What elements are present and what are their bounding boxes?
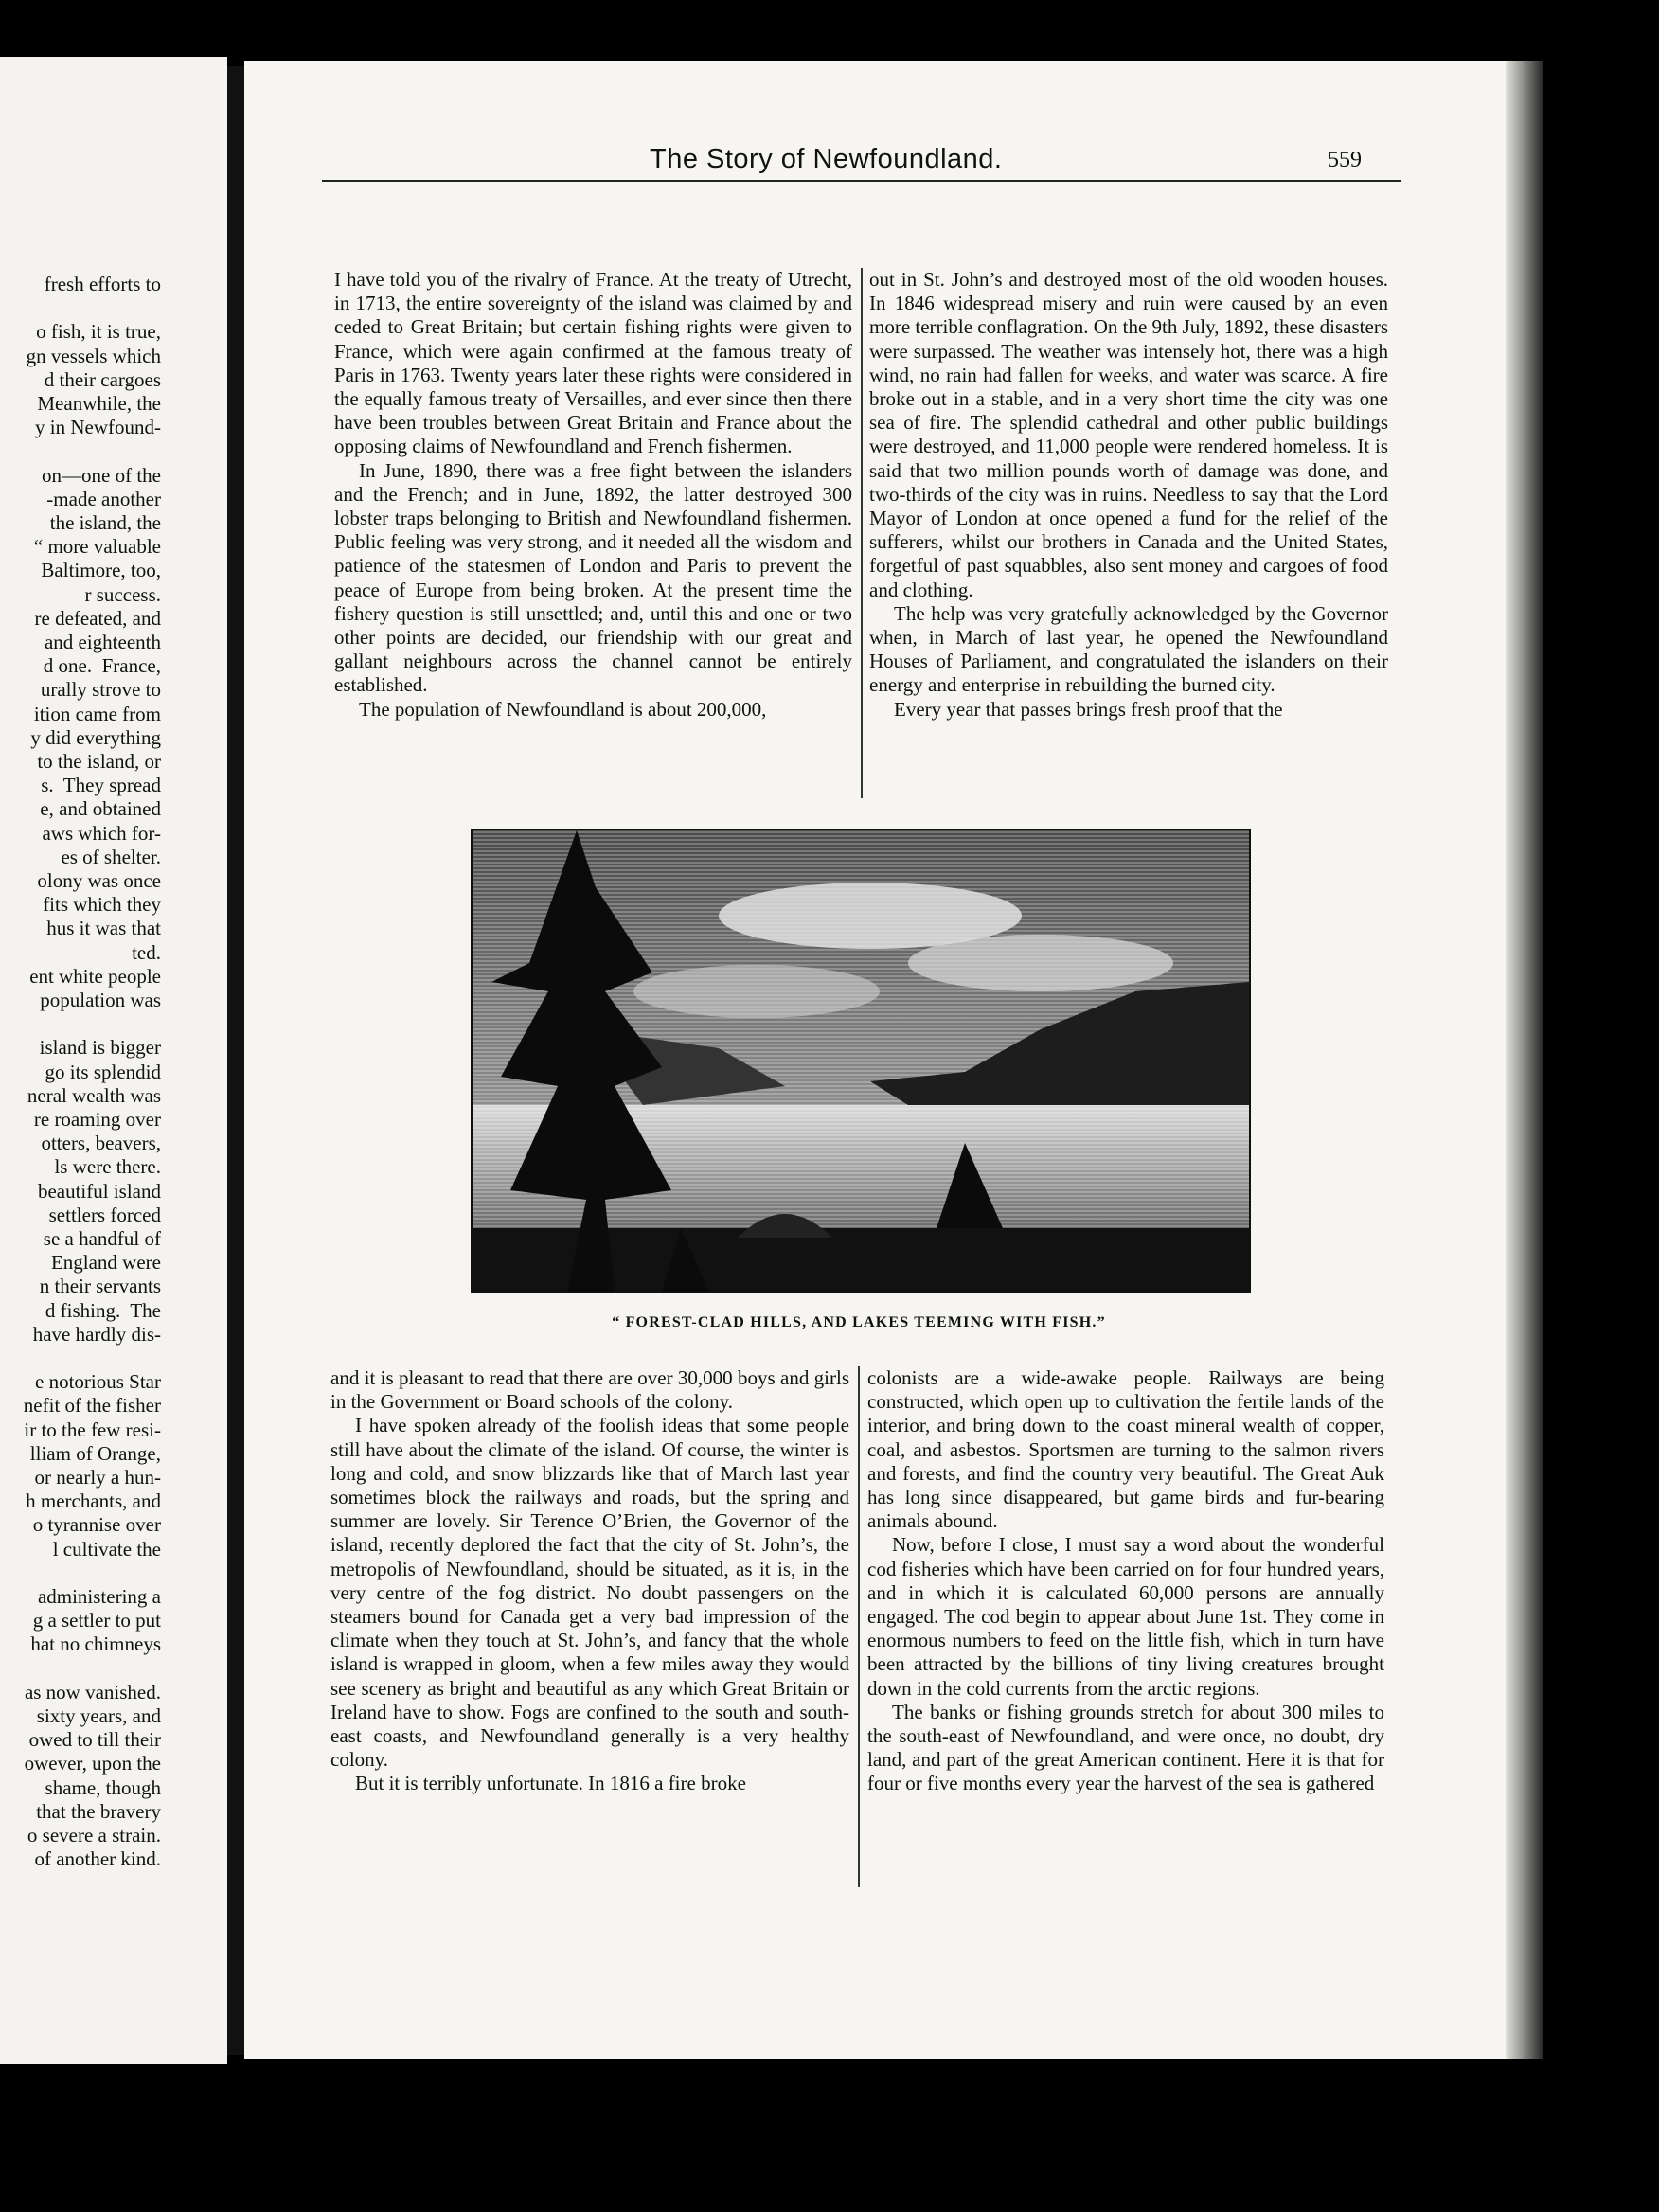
book-gutter xyxy=(227,66,244,2055)
facing-page-line: h merchants, and xyxy=(26,1490,161,1513)
column-rule xyxy=(858,1366,860,1887)
facing-page-line: and eighteenth xyxy=(44,631,161,653)
facing-page-line: that the bravery xyxy=(36,1799,161,1823)
facing-page-line: otters, beavers, xyxy=(41,1132,161,1155)
facing-page-line: the island, the xyxy=(49,511,161,534)
bottom-left-column xyxy=(330,1366,849,1796)
facing-page-line: of another kind. xyxy=(34,1847,161,1871)
paragraph: colonists are a wide-awake people. Railways are being constructed, which open up to cultivation the fertile lands of the interior, and bring down to the coast mineral wealth of copper, coal, and asbestos. Sportsmen are turning to the salmon rivers and forests, and find the country very beautiful. The Great Auk has long since disappeared, but game birds and fur-bearing animals abound. xyxy=(867,1366,1384,1533)
facing-page-line: urally strove to xyxy=(40,678,161,702)
column-rule xyxy=(861,268,863,798)
facing-page-line: g a settler to put xyxy=(32,1609,161,1632)
header-rule xyxy=(322,180,1401,182)
paragraph: Every year that passes brings fresh proof that the xyxy=(894,697,1283,721)
facing-page-line: d fishing. The xyxy=(45,1298,161,1322)
paragraph: and it is pleasant to read that there are over 30,000 boys and girls in the Government or Board schools of the colony. xyxy=(330,1366,849,1414)
paragraph: I have told you of the rivalry of France. At the treaty of Utrecht, in 1713, the entire sovereignty of the island was claimed by and ceded to Great Britain; but certain fishing rights were given to France, which were again confirmed at the famous treaty of Paris in 1763. Twenty years later these rights were considered in the equally famous treaty of Versailles, and ever since then there have been troubles between Great Britain and France about the opposing claims of Newfoundland and French fishermen. xyxy=(334,268,852,458)
facing-page-line: owed to till their xyxy=(28,1728,161,1752)
facing-page-line: d one. France, xyxy=(43,654,161,678)
running-header xyxy=(244,144,1506,182)
page-edge xyxy=(1506,61,1543,2059)
facing-page-line: d their cargoes xyxy=(44,367,161,391)
facing-page-line: population was xyxy=(40,989,161,1011)
facing-page-line: Baltimore, too, xyxy=(41,559,161,582)
facing-page-line: lliam of Orange, xyxy=(29,1441,161,1465)
facing-page-fragment xyxy=(0,57,227,2064)
paragraph: Now, before I close, I must say a word about the wonderful cod fisheries which have been carried on for four hundred years, and in which it is calculated 60,000 persons are annually engaged. The cod begin to appear about June 1st. They come in enormous numbers to feed on the little fish, which in turn have been attracted by the billions of tiny living creatures brought down in the cold currents from the arctic regions. xyxy=(867,1533,1384,1700)
paragraph: The banks or fishing grounds stretch for about 300 miles to the south-east of Newfoundland, and were once, no doubt, dry land, and part of the great American continent. Here it is that for four or five months every year the harvest of the sea is gathered xyxy=(867,1700,1384,1795)
facing-page-line: o severe a strain. xyxy=(27,1824,161,1846)
facing-page-line: se a handful of xyxy=(43,1227,161,1250)
facing-page-line: to the island, or xyxy=(37,750,161,773)
facing-page-line: go its splendid xyxy=(45,1060,161,1083)
facing-page-line: neral wealth was xyxy=(27,1083,161,1107)
facing-page-line: y did everything xyxy=(30,725,161,749)
facing-page-line: re defeated, and xyxy=(34,606,161,630)
running-title: The Story of Newfoundland. xyxy=(650,144,1003,174)
facing-page-line: olony was once xyxy=(37,869,161,892)
facing-page-line: o fish, it is true, xyxy=(36,320,161,344)
facing-page-line: aws which for- xyxy=(42,821,161,845)
facing-page-line: ted. xyxy=(132,940,161,964)
facing-page-line: settlers forced xyxy=(48,1203,161,1226)
facing-page-line: shame, though xyxy=(45,1775,161,1799)
facing-page-line: as now vanished. xyxy=(24,1680,161,1704)
facing-page-line: sixty years, and xyxy=(36,1704,161,1727)
facing-page-line: Meanwhile, the xyxy=(37,392,161,415)
facing-page-line: e notorious Star xyxy=(35,1370,161,1394)
facing-page-line: ir to the few resi- xyxy=(24,1418,161,1441)
facing-page-line: island is bigger xyxy=(39,1036,161,1060)
facing-page-line: hus it was that xyxy=(46,917,161,940)
facing-page-line: beautiful island xyxy=(37,1179,161,1203)
paragraph: I have spoken already of the foolish ideas that some people still have about the climate of the island. Of course, the winter is long and cold, and snow blizzards like that of March last year sometimes block the railways and roads, but the spring and summer are lovely. Sir Terence O’Brien, the Governor of the island, recently deplored the fact that the city of St. John’s, the metropolis of Newfoundland, should be situated, as it is, in the very centre of the fog district. No doubt passengers on the steamers bound for Canada get a very bad impression of the climate when they touch at St. John’s, and fancy that the whole island is wrapped in gloom, when a few miles away they would see scenery as bright and beautiful as any which Great Britain or Ireland have to show. Fogs are confined to the south and south-east coasts, and Newfoundland generally is a very healthy colony. xyxy=(330,1414,849,1772)
facing-page-line: es of shelter. xyxy=(61,845,161,868)
top-left-column xyxy=(334,268,852,722)
facing-page-line: r success. xyxy=(84,582,161,606)
facing-page-line: administering a xyxy=(37,1585,161,1608)
facing-page-line: England were xyxy=(50,1251,161,1275)
facing-page-line: “ more valuable xyxy=(33,535,161,559)
facing-page-line: gn vessels which xyxy=(26,344,161,367)
facing-page-line: y in Newfound- xyxy=(35,416,161,439)
facing-page-line: o tyrannise over xyxy=(32,1513,161,1537)
paragraph: The population of Newfoundland is about 200,000, xyxy=(359,697,767,721)
facing-page-line: re roaming over xyxy=(33,1108,161,1131)
facing-page-line: -made another xyxy=(46,487,161,510)
facing-page-line: fresh efforts to xyxy=(44,273,161,295)
facing-page-line: e, and obtained xyxy=(40,797,161,821)
facing-page-line: s. They spread xyxy=(41,774,161,797)
paragraph: But it is terribly unfortunate. In 1816 a fire broke xyxy=(355,1772,746,1795)
illustration-caption: “ FOREST-CLAD HILLS, AND LAKES TEEMING WITH FISH.” xyxy=(612,1314,1106,1330)
facing-page-line: hat no chimneys xyxy=(30,1632,161,1656)
paragraph: out in St. John’s and destroyed most of the old wooden houses. In 1846 widespread misery and ruin were caused by an even more terrible conflagration. On the 9th July, 1892, these disasters were surpassed. The weather was intensely hot, there was a high wind, no rain had fallen for weeks, and water was scarce. A fire broke out in a stable, and in a very short time the city was one sea of fire. The splendid cathedral and other public buildings were destroyed, and 11,000 people were rendered homeless. It is said that two million pounds worth of damage was done, and two-thirds of the city was in ruins. Needless to say that the Lord Mayor of London at once opened a fund for the relief of the sufferers, whilst our brothers in Canada and the United States, forgetful of past squabbles, also sent money and cargoes of food and clothing. xyxy=(869,268,1388,601)
facing-page-line: n their servants xyxy=(39,1275,161,1298)
facing-page-line: or nearly a hun- xyxy=(34,1466,161,1489)
facing-page-line: l cultivate the xyxy=(52,1537,161,1561)
facing-page-line: ls were there. xyxy=(54,1155,161,1179)
facing-page-line: have hardly dis- xyxy=(32,1322,161,1346)
facing-page-line: ent white people xyxy=(29,964,161,988)
top-right-column xyxy=(869,268,1388,722)
facing-page-line: nefit of the fisher xyxy=(23,1394,161,1418)
facing-page-line: on—one of the xyxy=(42,463,161,487)
facing-page-line: ition came from xyxy=(33,702,161,725)
landscape-engraving xyxy=(471,829,1251,1293)
paragraph: The help was very gratefully acknowledged by the Governor when, in March of last year, he opened the Newfoundland Houses of Parliament, and congratulated the islanders on their energy and enterprise in rebuilding the burned city. xyxy=(869,601,1388,697)
page-number: 559 xyxy=(1328,148,1362,172)
facing-page-line: fits which they xyxy=(43,893,161,917)
paragraph: In June, 1890, there was a free fight between the islanders and the French; and in June, 1892, the latter destroyed 300 lobster traps belonging to British and Newfoundland fishermen. Public feeling was very strong, and it needed all the wisdom and patience of the statesmen of London and Paris to prevent the peace of Europe from being broken. At the present time the fishery question is still unsettled; and, until this and one or two other points are decided, our friendship with our great and gallant neighbours across the channel cannot be entirely established. xyxy=(334,458,852,697)
bottom-right-column xyxy=(867,1366,1384,1796)
facing-page-line: owever, upon the xyxy=(24,1752,161,1775)
engraving-image xyxy=(473,830,1249,1292)
